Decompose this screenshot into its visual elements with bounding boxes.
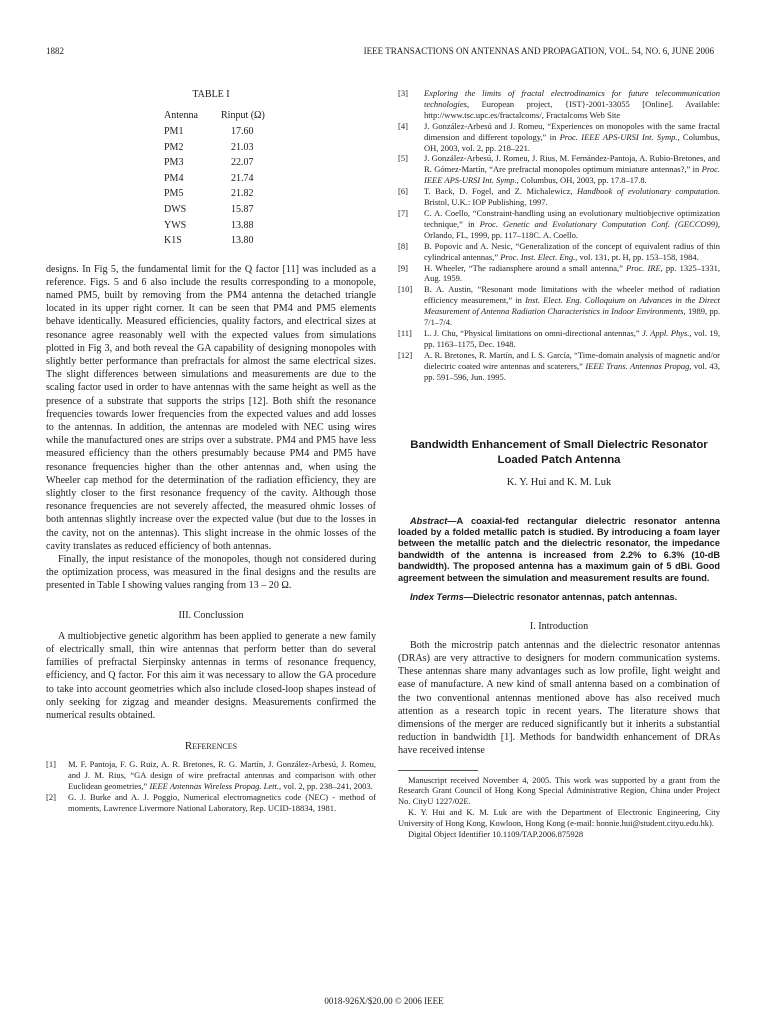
index-terms-text: —Dielectric resonator antennas, patch antennas.: [463, 592, 678, 603]
table-cell-antenna: PM5: [164, 188, 184, 200]
table-row: [164, 171, 265, 187]
reference-item: [46, 759, 376, 792]
article-authors: K. Y. Hui and K. M. Luk: [506, 477, 612, 489]
table-header-antenna: Antenna: [164, 110, 198, 122]
reference-item: [398, 328, 720, 350]
table-cell-antenna: DWS: [164, 203, 187, 215]
reference-text: B. A. Austin, “Resonant mode limitations with the wheeler method of radiation efficiency measurement,” in: [424, 284, 720, 306]
reference-number: [5]: [398, 153, 408, 164]
page-number: 1882: [46, 46, 64, 56]
table-cell-rinput: 21.74: [231, 172, 254, 184]
reference-item: [398, 121, 720, 154]
table-row: [164, 186, 265, 202]
reference-text: , European project, {IST}-2001-33055 [Online]. Available: http://www.tsc.upc.es/fractalcoms/, Fractalcoms Web Site: [424, 98, 720, 120]
reference-details: , vol. 2, pp. 238–241, 2003.: [278, 781, 373, 792]
table-row: [164, 155, 265, 171]
table-cell-rinput: 13.88: [231, 219, 254, 231]
table-row: [164, 233, 265, 249]
table-cell-antenna: PM4: [164, 172, 184, 184]
reference-text: J. González-Arbesú, J. Romeu, J. Rius, M. Fernández-Pantoja, A. Rubio-Bretones, and R. Gómez-Martín, “Are prefractal monopoles optimum miniature antennas?,” in: [424, 153, 720, 175]
paragraph-introduction: Both the microstrip patch antennas and the dielectric resonator antennas (DRAs) are very attractive to designers for modern communication systems. These antennas share many advantages such as low profile, light weight and ease of manufacture. A new kind of small antenna based on a combination of the two conventional antennas mentioned above has also received much attention as a research topic in recent years. The literature shows that dimensions of the merger are reduced significantly but it inherits a substantial reduction in bandwidth [1]. Methods for bandwidth enhancement of DRAs have received intense: [398, 639, 720, 757]
reference-number: [9]: [398, 262, 408, 273]
conclusion-heading: III. Conclussion: [178, 609, 244, 621]
reference-item: [398, 350, 720, 383]
footnotes: [398, 775, 720, 840]
reference-venue: Proc. IEEE APS-URSI Int. Symp.: [559, 131, 678, 142]
left-column: [46, 88, 376, 814]
reference-item: [398, 88, 720, 121]
reference-text: A. R. Bretones, R. Martín, and I. S. García, “Time-domain analysis of magnetic and/or dielectric coated wire antennas and scaterers,”: [424, 349, 720, 371]
reference-item: [398, 263, 720, 285]
abstract: [398, 516, 720, 584]
reference-venue: Inst. Elect. Eng. Colloquium on Advances in the Direct Measurement of Antenna Radiation Characteristics in Indoor Environments: [424, 295, 720, 317]
reference-text: , Columbus, OH, 2003, vol. 2, pp. 218–221.: [424, 131, 720, 153]
reference-text: , vol. 131, pt. H, pp. 153–158, 1984.: [575, 251, 699, 262]
reference-number: [6]: [398, 186, 408, 197]
table-row: [164, 202, 265, 218]
reference-number: [3]: [398, 88, 408, 98]
reference-number: [2]: [46, 792, 56, 803]
references-heading: References: [184, 740, 238, 753]
reference-venue: Proc. Genetic and Evolutionary Computation Conf. (GECCO99): [479, 218, 718, 229]
reference-number: [7]: [398, 207, 408, 218]
reference-item: [398, 153, 720, 186]
reference-text: C. A. Coello, “Constraint-handling using an evolutionary multiobjective optimization technique,” in: [424, 207, 720, 229]
table-row: [164, 139, 265, 155]
reference-item: [46, 792, 376, 814]
reference-item: [398, 284, 720, 328]
footnote-affiliation: K. Y. Hui and K. M. Luk are with the Department of Electronic Engineering, City University of Hong Kong, Kowloon, Hong Kong (e-mail: bonnie.hui@student.cityu.edu.hk).: [398, 807, 720, 829]
table-header-rinput: Rinput (Ω): [221, 110, 265, 122]
reference-list-left: [46, 759, 376, 814]
journal-header: IEEE TRANSACTIONS ON ANTENNAS AND PROPAGATION, VOL. 54, NO. 6, JUNE 2006: [363, 46, 714, 56]
table-cell-rinput: 13.80: [231, 235, 254, 247]
abstract-label: Abstract: [410, 515, 448, 526]
footnote-doi: Digital Object Identifier 10.1109/TAP.2006.875928: [408, 829, 584, 840]
right-column: [398, 88, 720, 840]
reference-item: [398, 241, 720, 263]
reference-item: [398, 186, 720, 208]
paragraph-input-resistance: Finally, the input resistance of the monopoles, though not considered during the optimization process, was measured in the final designs and the results are presented in Table I showing values ranging from 13 – 20 Ω.: [46, 554, 376, 592]
reference-text: L. J. Chu, “Physical limitations on omni-directional antennas,”: [424, 327, 643, 338]
article-title: Bandwidth Enhancement of Small Dielectric Resonator Loaded Patch Antenna: [410, 439, 708, 467]
reference-text: , pp. 1325–1331, Aug. 1959.: [424, 262, 720, 284]
table-cell-rinput: 22.07: [231, 157, 254, 169]
table-cell-rinput: 21.03: [231, 141, 254, 153]
introduction-heading: I. Introduction: [529, 620, 589, 632]
reference-venue: Exploring the limits of fractal electrodinamics for future telecommunication technologies: [424, 88, 720, 109]
reference-text: T. Back, D. Fogel, and Z. Michalewicz,: [424, 186, 577, 197]
table-header-row: [164, 108, 265, 124]
reference-text: . Bristol, U.K.: IOP Publishing, 1997.: [424, 186, 720, 208]
table-cell-antenna: YWS: [164, 219, 187, 231]
table-title: TABLE I: [192, 89, 230, 100]
index-terms-label: Index Terms: [410, 592, 464, 603]
table-cell-antenna: K1S: [164, 235, 182, 247]
table-cell-rinput: 15.87: [231, 203, 254, 215]
results-table: [164, 108, 265, 248]
reference-number: [8]: [398, 240, 408, 251]
table-cell-antenna: PM3: [164, 157, 184, 169]
reference-text: B. Popovic and A. Nesic, “Generalization of the concept of equivalent radius of thin cylindrical antennas,”: [424, 240, 720, 262]
reference-text: M. F. Pantoja, F. G. Ruiz, A. R. Bretones, R. G. Martín, J. González-Arbesú, J. Romeu, and J. M. Rius, “GA design of wire prefractal antennas and comparison with other Euclidean geometries,”: [68, 759, 376, 792]
reference-number: [4]: [398, 120, 408, 131]
reference-number: [11]: [398, 327, 412, 338]
table-row: [164, 217, 265, 233]
reference-venue: J. Appl. Phys.: [642, 327, 690, 338]
footnote-manuscript: Manuscript received November 4, 2005. This work was supported by a grant from the Research Grant Council of Hong Kong Special Administrative Region, China under Project No. CityU 1227/02E.: [398, 774, 720, 807]
abstract-text: —A coaxial-fed rectangular dielectric resonator antenna loaded by a folded metallic patch is studied. By introducing a foam layer between the metallic patch and the dielectric resonator, the impedance bandwidth of the antenna is increased from 2.2% to 6.3% (10-dB bandwidth). The proposed antenna has a maximum gain of 5 dBi. Good agreement between the simulation and measurement results are found.: [398, 515, 720, 583]
paragraph-conclusion: A multiobjective genetic algorithm has been applied to generate a new family of electrically small, thin wire antennas that perform better than do several families of prefractal Sierpinsky antennas in terms of resonance frequency, efficiency, and Q factor. For this aim it was necessary to allow the GA procedure to take into account geometries which also include closed-loop shapes instead of only seeking for zigzag and meander designs. Measurements confirmed the numerical results obtained.: [46, 630, 376, 722]
reference-text: G. J. Burke and A. J. Poggio, Numerical electromagnetics code (NEC) - method of moments, Lawrence Livermore National Laboratory, Rep. UCID-18834, 1981.: [68, 792, 376, 814]
reference-venue: Proc. Inst. Elect. Eng.: [500, 251, 576, 262]
reference-venue: Proc. IEEE APS-URSI Int. Symp.: [424, 164, 720, 186]
paragraph-results: designs. In Fig 5, the fundamental limit for the Q factor [11] was included as a reference. Figs. 5 and 6 also include the results corresponding to a monopole, named PM5, built by removing from the PM4 antenna the detached triangle located in its upper right corner. It can be seen that PM4 and PM5 elements behave identically. Measured efficiencies, quality factors, and electrical sizes at resonance agree reasonably well with the expected values from simulations plotted in Fig 3, and both reveal the GA capability of designing monopoles with slightly better performance than prefractals for almost the same electrical sizes. The slight differences between simulations and measurements are due to the scaling factor used in order to have antennas with the same height as well as the presence of a substrate that supports the strips [12]. Both shift the resonance frequencies towards lower frequencies from the expected values and add losses to the antennas. In addition, the antennas are modeled with NEC using wires while the manufactured ones are strips over a substrate. PM4 and PM5 have less measured efficiency than the others presumably because PM4 and PM5 have resonance frequencies higher than the other antennas and, when using the Wheeler cap method for the determination of the radiation efficiency, they are slightly closer to the first resonance frequency of the cavity. Although those resonance frequencies are not severely affected, the measured ohmic losses of both antennas slightly increase over the expected value (but due to the losses in the cavity, not on the antennas). This slight increase in the ohmic losses of the cavity translates as reduced efficiency of both antennas.: [46, 263, 376, 552]
reference-number: [10]: [398, 284, 413, 295]
reference-text: J. González-Arbesú and J. Romeu, “Experiences on monopoles with the same fractal dimension and different topology,” in: [424, 120, 720, 142]
reference-venue: IEEE Trans. Antennas Propag: [585, 360, 690, 371]
table-cell-rinput: 21.82: [231, 188, 254, 200]
index-terms: [398, 592, 720, 603]
reference-list-right: [398, 88, 720, 382]
reference-text: , vol. 43, pp. 591–596, Jun. 1995.: [424, 360, 720, 382]
footnote-rule: [398, 770, 478, 771]
reference-number: [12]: [398, 349, 413, 360]
page-footer: 0018-926X/$20.00 © 2006 IEEE: [324, 996, 444, 1006]
table-row: [164, 124, 265, 140]
reference-text: , Columbus, OH, 2003, pp. 17.8–17.8.: [516, 175, 647, 186]
reference-text: , Orlando, FL, 1999, pp. 117–118C. A. Coello.: [424, 218, 720, 240]
reference-text: , vol. 19, pp. 1163–1175, Dec. 1948.: [424, 327, 720, 349]
reference-venue: IEEE Antennas Wireless Propag. Lett.: [149, 781, 279, 792]
reference-number: [1]: [46, 759, 56, 770]
reference-venue: Handbook of evolutionary computation: [576, 186, 718, 197]
reference-venue: Proc. IRE: [626, 262, 661, 273]
reference-text: , 1989, pp. 7/1–7/4.: [424, 306, 721, 328]
reference-item: [398, 208, 720, 241]
reference-text: H. Wheeler, “The radiansphere around a small antenna,”: [424, 262, 627, 273]
table-cell-rinput: 17.60: [231, 125, 254, 137]
table-cell-antenna: PM2: [164, 141, 184, 153]
table-cell-antenna: PM1: [164, 125, 184, 137]
